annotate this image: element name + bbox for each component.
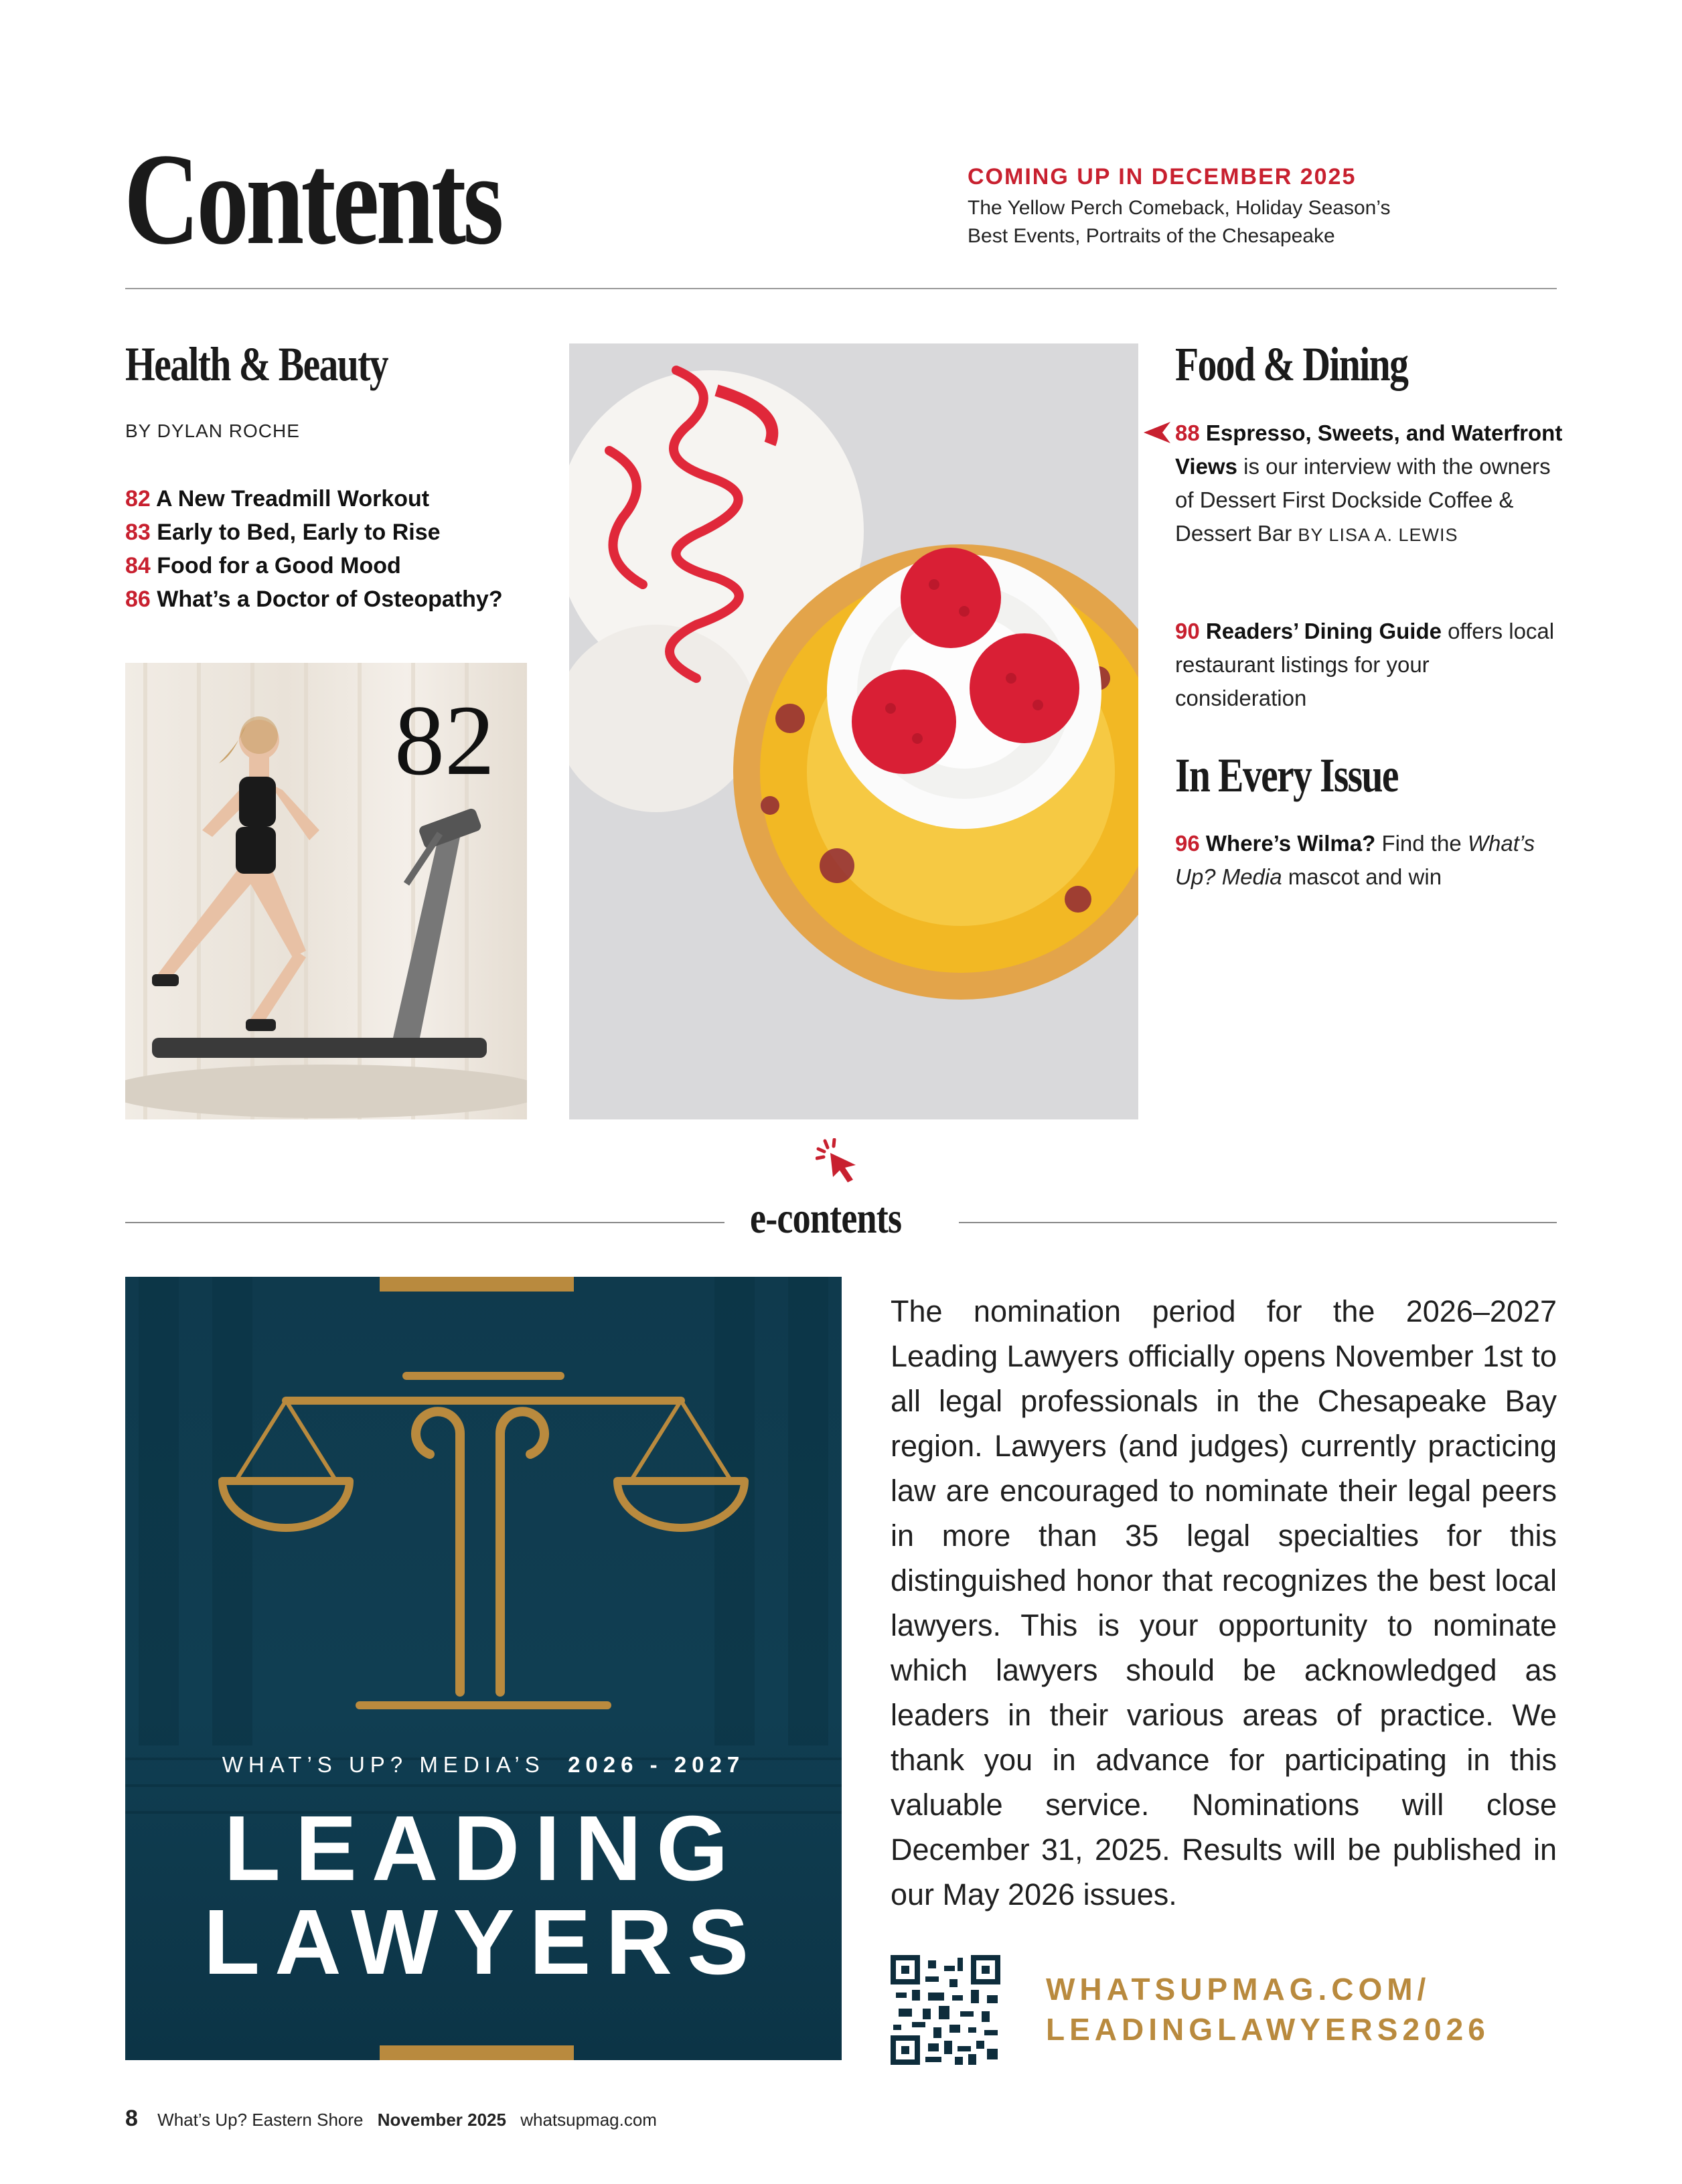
ad-subtitle-text: WHAT’S UP? MEDIA’S: [222, 1752, 545, 1777]
toc-item-byline: BY LISA A. LEWIS: [1298, 525, 1458, 545]
leading-lawyers-url[interactable]: WHATSUPMAG.COM/: [1046, 1972, 1431, 2007]
qr-code-icon[interactable]: [891, 1955, 1000, 2065]
website[interactable]: whatsupmag.com: [520, 2110, 657, 2130]
toc-item-title: Where’s Wilma?: [1205, 831, 1376, 856]
toc-item-description: mascot and win: [1288, 864, 1442, 889]
coming-up-label: COMING UP IN DECEMBER 2025: [968, 164, 1357, 189]
header-divider: [125, 288, 1557, 289]
food-item-espresso[interactable]: [1175, 416, 1563, 552]
issue-month: November 2025: [377, 2110, 506, 2130]
toc-page-number: 88: [1175, 420, 1200, 445]
food-item-dining-guide[interactable]: [1175, 615, 1563, 715]
toc-item-title: Espresso, Sweets, and Waterfront Views: [1175, 420, 1563, 479]
coming-up-line: Best Events, Portraits of the Chesapeake: [968, 225, 1335, 247]
econtents-divider-left: [125, 1222, 724, 1223]
coming-up-line: The Yellow Perch Comeback, Holiday Season’s: [968, 197, 1391, 219]
toc-item-title: A New Treadmill Workout: [156, 486, 430, 512]
toc-page-number: 96: [1175, 831, 1200, 856]
treadmill-photo[interactable]: [125, 663, 527, 1119]
toc-page-number: 86: [125, 587, 151, 612]
ad-title-line: LEADING: [224, 1797, 743, 1900]
ad-title-line: LAWYERS: [203, 1891, 764, 1994]
leading-lawyers-url[interactable]: LEADINGLAWYERS2026: [1046, 2012, 1490, 2047]
toc-item[interactable]: [125, 582, 503, 616]
section-heading-every-issue: In Every Issue: [1175, 749, 1398, 802]
toc-item-description: Find the: [1381, 831, 1462, 856]
econtents-divider-right: [959, 1222, 1557, 1223]
toc-item[interactable]: [125, 549, 503, 582]
dessert-illustration: [569, 343, 1138, 1119]
page-footer: [125, 2106, 657, 2132]
toc-item-description: offers local restaurant listings for your consideration: [1175, 619, 1555, 710]
photo-page-number: 82: [394, 685, 495, 796]
toc-item-description: is our interview with the owners of Dessert First Dockside Coffee & Dessert Bar: [1175, 454, 1551, 546]
nomination-body-text: The nomination period for the 2026–2027 Leading Lawyers officially opens November 1st to all legal professionals in the Chesapeake Bay region. Lawyers (and judges) currently practicing law are encouraged to nominate their legal peers in more than 35 legal specialties for this distinguished honor that recognizes the best local lawyers. This is your opportunity to nominate which lawyers should be acknowledged as leaders in their various areas of practice. We thank you in advance for participating in this valuable service. Nominations will close December 31, 2025. Results will be published in our May 2026 issues.: [891, 1294, 1557, 1912]
toc-item-title: Early to Bed, Early to Rise: [157, 520, 441, 545]
section-heading-food: Food & Dining: [1175, 337, 1408, 391]
arrow-pointer-icon: [1144, 422, 1170, 443]
toc-item-title: What’s a Doctor of Osteopathy?: [157, 587, 503, 612]
toc-page-number: 83: [125, 520, 151, 545]
page-title: Contents: [124, 127, 501, 272]
toc-item-description-italic: What’s Up? Media: [1175, 831, 1535, 889]
dessert-photo[interactable]: [569, 343, 1138, 1119]
section-heading-health: Health & Beauty: [125, 337, 388, 391]
coming-up-text: [968, 194, 1450, 250]
leading-lawyers-ad[interactable]: [125, 1277, 842, 2060]
every-issue-item-wilma[interactable]: [1175, 827, 1563, 894]
ad-bottom-bar: [380, 2045, 574, 2060]
ad-subtitle-years: 2026 - 2027: [568, 1752, 745, 1777]
toc-page-number: 84: [125, 553, 151, 578]
toc-item-title: Readers’ Dining Guide: [1205, 619, 1442, 643]
toc-item-title: Food for a Good Mood: [157, 553, 401, 578]
toc-page-number: 90: [1175, 619, 1200, 643]
click-cursor-icon: [816, 1138, 862, 1185]
econtents-label: e-contents: [750, 1194, 902, 1243]
health-byline: BY DYLAN ROCHE: [125, 420, 300, 441]
health-toc-list: [125, 482, 503, 616]
publication-name: What’s Up? Eastern Shore: [157, 2110, 364, 2130]
toc-page-number: 82: [125, 486, 151, 512]
scales-of-justice-icon: [125, 1277, 842, 1745]
toc-item[interactable]: [125, 516, 503, 549]
page-number: 8: [125, 2106, 138, 2131]
toc-item[interactable]: [125, 482, 503, 516]
ad-subtitle: [125, 1752, 842, 1778]
